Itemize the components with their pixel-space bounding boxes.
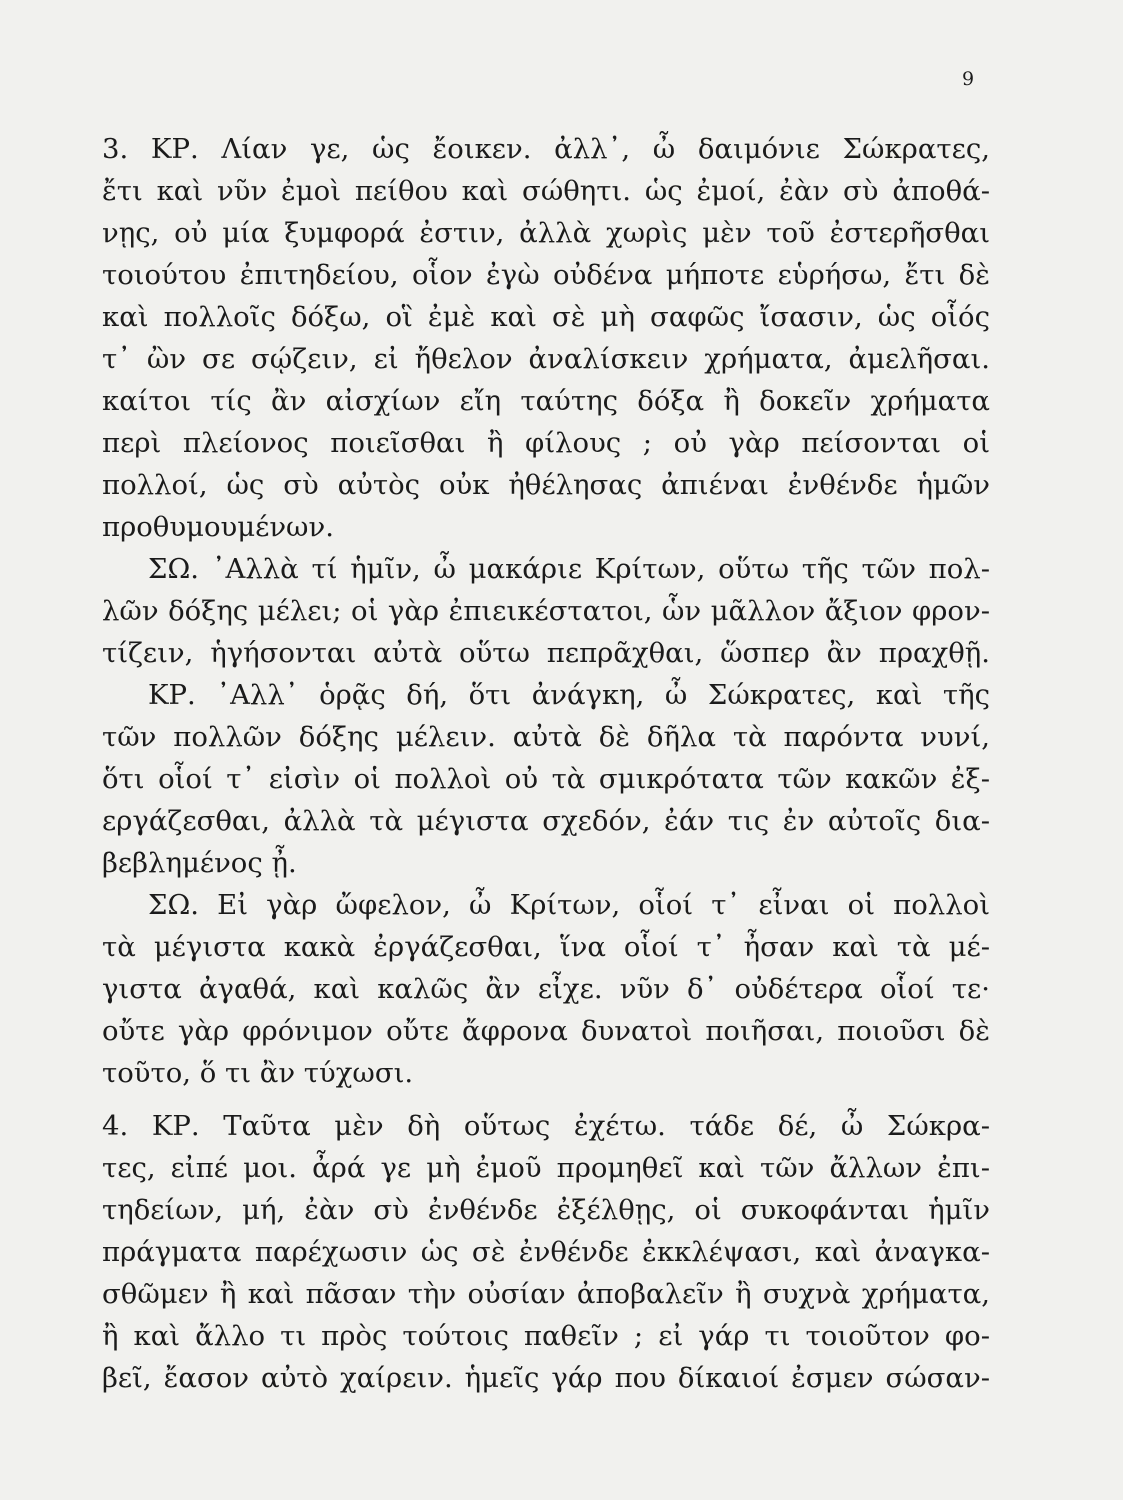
text-line: ΚΡ. ᾿Αλλ᾽ ὁρᾷς δή, ὅτι ἀνάγκη, ὦ Σώκρατες, καὶ τῆς (148, 679, 990, 711)
text-block-section-3 (102, 128, 990, 1094)
text-line: βεῖ, ἔασον αὐτὸ χαίρειν. ἡμεῖς γάρ που δίκαιοί ἐσμεν σώσαν- (102, 1362, 990, 1394)
text-line: ἢ καὶ ἄλλο τι πρὸς τούτοις παθεῖν ; εἰ γάρ τι τοιοῦτον φο- (102, 1320, 990, 1352)
page-number: 9 (962, 68, 975, 90)
text-line: προθυμουμένων. (102, 511, 334, 543)
text-line: καίτοι τίς ἂν αἰσχίων εἴη ταύτης δόξα ἢ δοκεῖν χρήματα (102, 385, 990, 417)
text-line: τοῦτο, ὅ τι ἂν τύχωσι. (102, 1057, 414, 1089)
text-line: 3. ΚΡ. Λίαν γε, ὡς ἔοικεν. ἀλλ᾽, ὦ δαιμόνιε Σώκρατες, (102, 133, 990, 165)
text-line: ΣΩ. ᾿Αλλὰ τί ἡμῖν, ὦ μακάριε Κρίτων, οὕτω τῆς τῶν πολ- (148, 553, 990, 585)
text-line: γιστα ἀγαθά, καὶ καλῶς ἂν εἶχε. νῦν δ᾽ οὐδέτερα οἷοί τε· (102, 973, 990, 1005)
text-line: τίζειν, ἡγήσονται αὐτὰ οὕτω πεπρᾶχθαι, ὥσπερ ἂν πραχθῇ. (102, 637, 990, 669)
text-line: τῶν πολλῶν δόξης μέλειν. αὐτὰ δὲ δῆλα τὰ παρόντα νυνί, (102, 721, 990, 753)
text-line: τὰ μέγιστα κακὰ ἐργάζεσθαι, ἵνα οἷοί τ᾽ ἦσαν καὶ τὰ μέ- (102, 931, 990, 963)
text-line: περὶ πλείονος ποιεῖσθαι ἢ φίλους ; οὐ γὰρ πείσονται οἱ (102, 427, 990, 459)
text-line: εργάζεσθαι, ἀλλὰ τὰ μέγιστα σχεδόν, ἐάν τις ἐν αὐτοῖς δια- (102, 805, 990, 837)
text-line: πολλοί, ὡς σὺ αὐτὸς οὐκ ἠθέλησας ἀπιέναι ἐνθένδε ἡμῶν (102, 469, 990, 501)
text-line: οὔτε γὰρ φρόνιμον οὔτε ἄφρονα δυνατοὶ ποιῆσαι, ποιοῦσι δὲ (102, 1015, 990, 1047)
text-line: καὶ πολλοῖς δόξω, οἳ ἐμὲ καὶ σὲ μὴ σαφῶς ἴσασιν, ὡς οἷός (102, 301, 990, 333)
text-line: 4. ΚΡ. Ταῦτα μὲν δὴ οὕτως ἐχέτω. τάδε δέ, ὦ Σώκρα- (102, 1110, 990, 1142)
text-line: ὅτι οἷοί τ᾽ εἰσὶν οἱ πολλοὶ οὐ τὰ σμικρότατα τῶν κακῶν ἐξ- (102, 763, 990, 795)
text-line: σθῶμεν ἢ καὶ πᾶσαν τὴν οὐσίαν ἀποβαλεῖν ἢ συχνὰ χρήματα, (102, 1278, 990, 1310)
text-line: ἔτι καὶ νῦν ἐμοὶ πείθου καὶ σώθητι. ὡς ἐμοί, ἐὰν σὺ ἀποθά- (102, 175, 990, 207)
text-line: λῶν δόξης μέλει; οἱ γὰρ ἐπιεικέστατοι, ὧν μᾶλλον ἄξιον φρον- (102, 595, 990, 627)
text-line: τες, εἰπέ μοι. ἆρά γε μὴ ἐμοῦ προμηθεῖ καὶ τῶν ἄλλων ἐπι- (102, 1152, 990, 1184)
text-line: πράγματα παρέχωσιν ὡς σὲ ἐνθένδε ἐκκλέψασι, καὶ ἀναγκα- (102, 1236, 990, 1268)
text-line: τοιούτου ἐπιτηδείου, οἷον ἐγὼ οὐδένα μήποτε εὑρήσω, ἔτι δὲ (102, 259, 990, 291)
text-line: τηδείων, μή, ἐὰν σὺ ἐνθένδε ἐξέλθῃς, οἱ συκοφάνται ἡμῖν (102, 1194, 990, 1226)
text-line: ΣΩ. Εἰ γὰρ ὤφελον, ὦ Κρίτων, οἷοί τ᾽ εἶναι οἱ πολλοὶ (148, 889, 990, 921)
text-line: βεβλημένος ᾖ. (102, 847, 297, 879)
text-block-section-4 (102, 1105, 990, 1399)
text-line: νῃς, οὐ μία ξυμφορά ἐστιν, ἀλλὰ χωρὶς μὲν τοῦ ἐστερῆσθαι (102, 217, 990, 249)
text-line: τ᾽ ὢν σε σῴζειν, εἰ ἤθελον ἀναλίσκειν χρήματα, ἀμελῆσαι. (102, 343, 990, 375)
